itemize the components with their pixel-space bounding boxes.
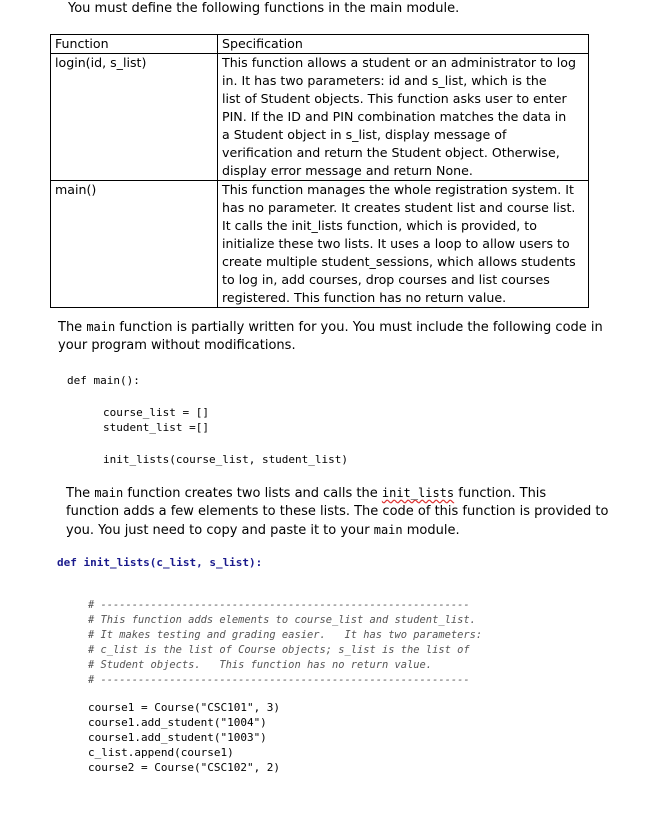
- comment-line: # Student objects. This function has no return value.: [88, 659, 433, 671]
- function-spec-table: [50, 34, 589, 308]
- text: The: [66, 486, 95, 501]
- code-line: c_list.append(course1): [88, 746, 234, 759]
- code-course-list: [103, 405, 209, 420]
- login-function-name: login(id, s_list): [51, 54, 218, 181]
- spec-line: registered. This function has no return value.: [222, 290, 507, 305]
- code-line: course1.add_student("1003"): [88, 731, 267, 744]
- code-def-main: [67, 373, 140, 388]
- spec-line: display error message and return None.: [222, 163, 473, 178]
- spec-line: create multiple student_sessions, which allows students: [222, 254, 576, 269]
- comment-line: # -----------------------------------------------------------: [88, 599, 470, 611]
- spec-line: list of Student objects. This function asks user to enter: [222, 91, 567, 106]
- table-header-row: [51, 35, 589, 54]
- code-def-init-lists: [57, 555, 262, 570]
- text: function creates two lists and calls the: [123, 486, 382, 501]
- comment-line: # It makes testing and grading easier. It has two parameters:: [88, 629, 483, 641]
- spec-line: in. It has two parameters: id and s_list, which is the: [222, 73, 547, 88]
- code-line: course2 = Course("CSC102", 2): [88, 761, 281, 774]
- code-line: student_list =[]: [103, 421, 209, 434]
- main-spec: [218, 181, 589, 308]
- login-spec: [218, 54, 589, 181]
- text: The: [58, 320, 87, 335]
- header-function: Function: [51, 35, 218, 54]
- paragraph-main-creates: [66, 484, 608, 540]
- comment-line: # c_list is the list of Course objects; s_list is the list of: [88, 644, 470, 656]
- inline-code: main: [94, 486, 124, 500]
- text: module.: [402, 523, 460, 538]
- comment-line: # -----------------------------------------------------------: [88, 674, 470, 686]
- paragraph-main-partial: [58, 318, 603, 355]
- spec-line: PIN. If the ID and PIN combination matches the data in: [222, 109, 567, 124]
- code-student-list: [103, 420, 209, 435]
- spec-line: verification and return the Student object. Otherwise,: [222, 145, 560, 160]
- text: your program without modifications.: [58, 338, 296, 353]
- code-line: course_list = []: [103, 406, 209, 419]
- spec-line: to log in, add courses, drop courses and list courses: [222, 272, 550, 287]
- text: function. This: [454, 486, 547, 501]
- inline-code: main: [86, 320, 116, 334]
- text: you. You just need to copy and paste it to your: [66, 523, 374, 538]
- inline-code: main: [373, 523, 403, 537]
- code-init-call: [103, 452, 348, 467]
- intro-text: You must define the following functions in the main module.: [68, 1, 460, 16]
- code-line: def main():: [67, 374, 140, 387]
- code-line: init_lists(course_list, student_list): [103, 453, 349, 466]
- inline-code: init_lists: [381, 486, 455, 500]
- spec-line: It calls the init_lists function, which is provided, to: [222, 218, 537, 233]
- table-row-login: [51, 54, 589, 181]
- spec-line: This function allows a student or an administrator to log: [222, 55, 576, 70]
- spec-line: has no parameter. It creates student list and course list.: [222, 200, 576, 215]
- spec-line: initialize these two lists. It uses a loop to allow users to: [222, 236, 570, 251]
- text: function is partially written for you. You must include the following code in: [115, 320, 603, 335]
- code-line: def init_lists(c_list, s_list):: [57, 556, 263, 569]
- comment-line: # This function adds elements to course_list and student_list.: [88, 614, 476, 626]
- spec-line: This function manages the whole registration system. It: [222, 182, 574, 197]
- spec-line: a Student object in s_list, display message of: [222, 127, 507, 142]
- text: function adds a few elements to these lists. The code of this function is provided to: [66, 504, 609, 519]
- header-specification: Specification: [218, 35, 589, 54]
- code-line: course1 = Course("CSC101", 3): [88, 701, 281, 714]
- table-row-main: [51, 181, 589, 308]
- code-line: course1.add_student("1004"): [88, 716, 267, 729]
- main-function-name: main(): [51, 181, 218, 308]
- code-body: [88, 685, 280, 790]
